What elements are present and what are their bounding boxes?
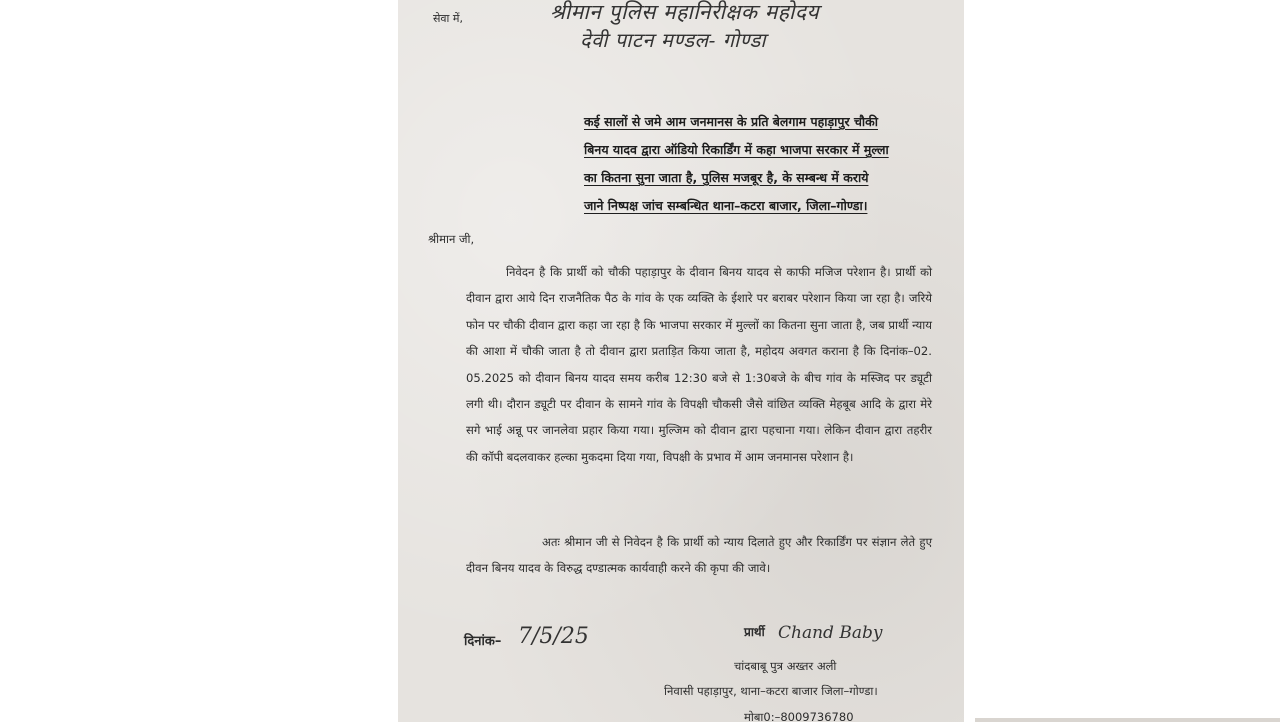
body-paragraph-2: अतः श्रीमान जी से निवेदन है कि प्रार्थी को न्याय दिलाते हुए और रिकार्डिंग पर संज्ञान लेते हुए दीवन बिनय यादव के विरुद्ध दण्डात्मक कार्यवाही करने की कृपा की जावे।	[466, 535, 932, 576]
subject-line: जाने निष्पक्ष जांच सम्बन्धित थाना–कटरा बाजार, जिला–गोण्डा।	[584, 198, 868, 213]
addressee-line2: देवी पाटन मण्डल- गोण्डा	[580, 28, 767, 52]
greeting: श्रीमान जी,	[428, 232, 475, 246]
applicant-signature: Chand Baby	[778, 623, 883, 643]
subject-line: कई सालों से जमे आम जनमानस के प्रति बेलगाम पहाड़ापुर चौकी	[584, 114, 878, 129]
applicant-address: निवासी पहाड़ापुर, थाना–कटरा बाजार जिला–गोण्डा।	[664, 684, 878, 698]
subject-line: का कितना सुना जाता है, पुलिस मजबूर है, के सम्बन्ध में कराये	[584, 170, 869, 185]
subject-line: बिनय यादव द्वारा ऑडियो रिकार्डिंग में कहा भाजपा सरकार में मुल्ला	[584, 142, 889, 157]
applicant-name: चांदबाबू पुत्र अख्तर अली	[734, 659, 837, 673]
date-label: दिनांक–	[464, 634, 502, 649]
applicant-label: प्रार्थी	[744, 625, 765, 639]
applicant-mobile: मोबा0:–8009736780	[744, 710, 854, 722]
letter-document	[398, 0, 964, 722]
body-paragraph-1: निवेदन है कि प्रार्थी को चौकी पहाड़ापुर के दीवान बिनय यादव से काफी मजिज परेशान है। प्रार्थी को दीवान द्वारा आये दिन राजनैतिक पैठ के गांव के एक व्यक्ति के ईशारे पर बराबर परेशान किया जा रहा है। जरिये फोन पर चौकी दीवान द्वारा कहा जा रहा है कि भाजपा सरकार में मुल्लों का कितना सुना जाता है, जब प्रार्थी न्याय की आशा में चौकी जाता है तो दीवान द्वारा प्रताड़ित किया जाता है, महोदय अवगत कराना है कि दिनांक–02. 05.2025 को दीवान बिनय यादव समय करीब 12:30 बजे से 1:30बजे के बीच गांव के मस्जिद पर ड्यूटी लगी थी। दौरान ड्यूटी पर दीवान के सामने गांव के विपक्षी चौकसी जैसे वांछित व्यक्ति मेहबूब आदि के द्वारा मेरे सगे भाई अन्नू पर जानलेवा प्रहार किया गया। मुल्जिम को दीवान द्वारा पहचाना गया। लेकिन दीवान द्वारा तहरीर की कॉपी बदलवाकर हल्का मुकदमा दिया गया, विपक्षी के प्रभाव में आम जनमानस परेशान है।	[466, 265, 932, 464]
salutation-to: सेवा में,	[433, 12, 463, 25]
date-value: 7/5/25	[518, 624, 589, 649]
background-strip	[975, 718, 1280, 722]
addressee-line1: श्रीमान पुलिस महानिरीक्षक महोदय	[550, 0, 820, 24]
subject-block	[584, 108, 930, 220]
